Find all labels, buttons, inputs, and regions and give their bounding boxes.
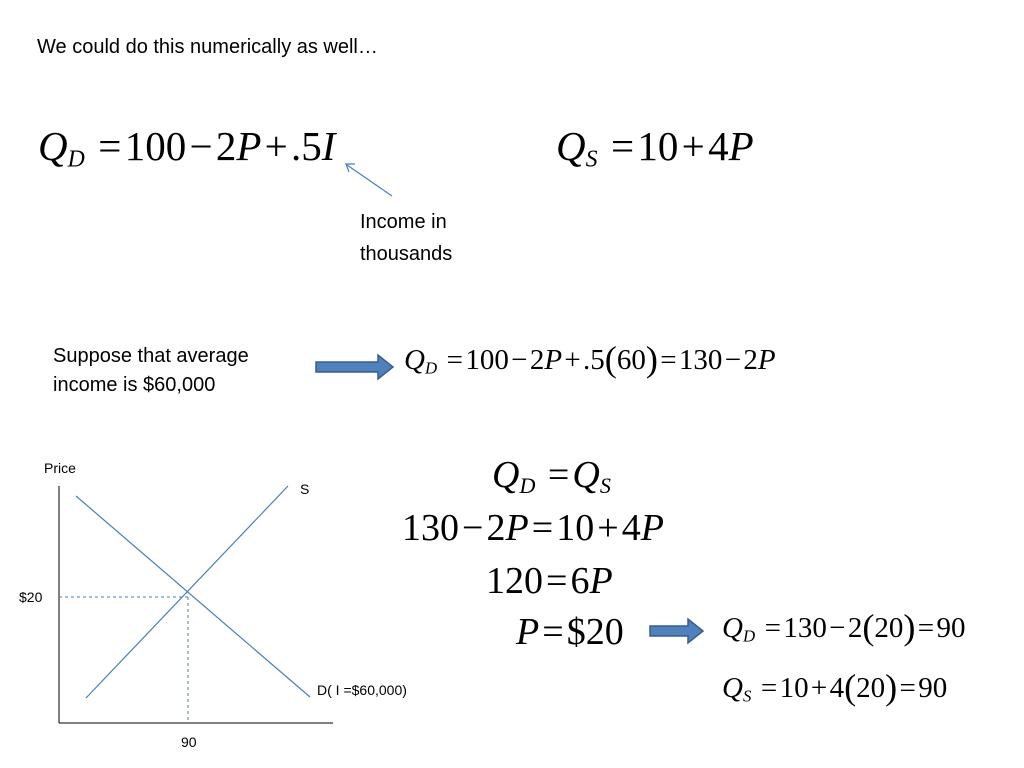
demand-equation: $Q_D =100-2P+.5I$ bbox=[38, 123, 336, 173]
solve-step-1: 130−2P=10+4P bbox=[402, 507, 664, 549]
income-note: Income in thousands bbox=[360, 211, 453, 265]
substituted-equation: $Q_D =100-2P+.5(60)=130-2P$ bbox=[404, 339, 776, 380]
graph-axes bbox=[59, 486, 333, 723]
supply-label: S bbox=[300, 481, 310, 497]
income-callout-arrow bbox=[346, 164, 392, 196]
quantity-supplied-result: $Q_S =10+4(20)=90$ bbox=[722, 667, 948, 708]
demand-label: D( I =$60,000) bbox=[317, 682, 407, 698]
equilibrium-price-equation: P=$20 bbox=[516, 611, 624, 653]
equilibrium-quantity-label: 90 bbox=[181, 734, 197, 750]
quantity-demanded-result: $Q_D =130-2(20)=90$ bbox=[722, 607, 966, 648]
y-axis-label: Price bbox=[44, 460, 76, 476]
block-arrow-icon bbox=[650, 619, 703, 643]
equilibrium-condition: $Q_D =Q_S$ bbox=[492, 454, 611, 499]
suppose-note: Suppose that average income is $60,000 bbox=[53, 345, 249, 396]
supply-curve bbox=[86, 486, 288, 698]
equilibrium-price-label: $20 bbox=[19, 589, 43, 605]
block-arrow-icon bbox=[316, 355, 393, 379]
supply-equation: $Q_S =10+4P$ bbox=[556, 123, 754, 173]
intro-text: We could do this numerically as well… bbox=[37, 36, 378, 58]
solve-step-2: 120=6P bbox=[486, 560, 613, 602]
demand-curve bbox=[76, 496, 310, 697]
